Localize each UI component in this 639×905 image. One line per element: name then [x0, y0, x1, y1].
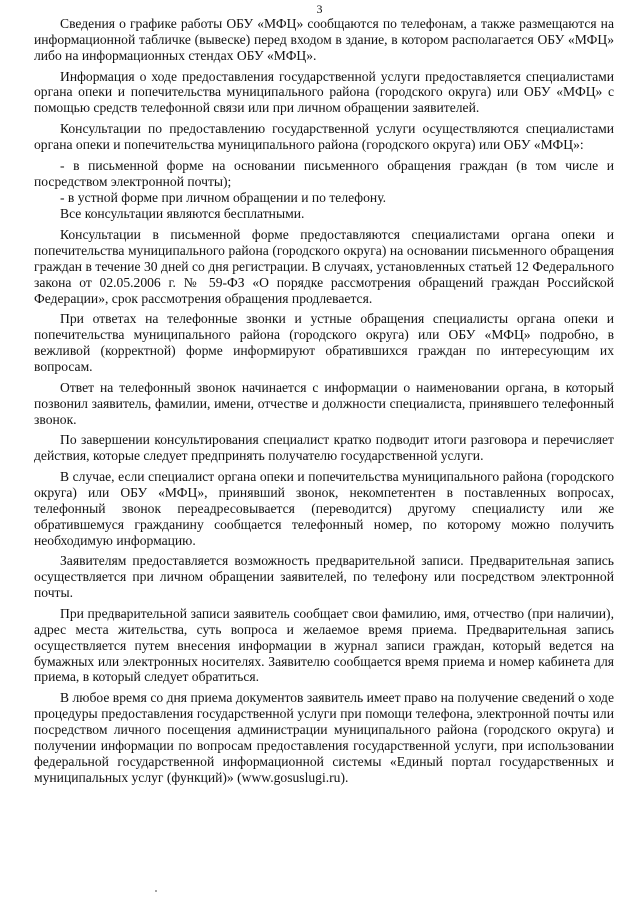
paragraph-status-inquiry: В любое время со дня приема документов заявитель имеет право на получение сведений о ходе процедуры предоставления государственной услуги при помощи телефона, электронной почты или посредством личного посещения администрации муниципального района (городского округа) и получении информации по вопросам предоставления государственной услуги, при использовании федеральной государственной информационной системы «Единый портал государственных и муниципальных услуг (функций)» (www.gosuslugi.ru). — [34, 690, 614, 785]
scan-speck — [155, 890, 157, 892]
paragraph-written-consultations: Консультации в письменной форме предоставляются специалистами органа опеки и попечительства муниципального района (городского округа) на основании письменного обращения граждан в течение 30 дней со дня регистрации. В случаях, установленных статьей 12 Федерального закона от 02.05.2006 г. № 59-ФЗ «О порядке рассмотрения обращений граждан Российской Федерации», срок рассмотрения обращения продлевается. — [34, 227, 614, 306]
document-body — [34, 16, 614, 790]
paragraph-consultations: Консультации по предоставлению государственной услуги осуществляются специалистами органа опеки и попечительства муниципального района (городского округа) или ОБУ «МФЦ»: — [34, 121, 614, 152]
list-item-written-form: - в письменной форме на основании письменного обращения граждан (в том числе и посредством электронной почты); — [34, 157, 614, 189]
paragraph-pre-registration: Заявителям предоставляется возможность предварительной записи. Предварительная запись осуществляется при личном обращении заявителей, по телефону или посредством электронной почты. — [34, 553, 614, 601]
paragraph-pre-registration-details: При предварительной записи заявитель сообщает свои фамилию, имя, отчество (при наличии), адрес места жительства, суть вопроса и желаемое время приема. Предварительная запись осуществляется путем внесения информации в журнал записи граждан, который ведется на бумажных или электронных носителях. Заявителю сообщается время приема и номер кабинета для приема, в который следует обратиться. — [34, 605, 614, 685]
paragraph-phone-answers: При ответах на телефонные звонки и устные обращения специалисты органа опеки и попечительства муниципального района (городского округа) или ОБУ «МФЦ» подробно, в вежливой (корректной) форме информируют обратившихся граждан по интересующим их вопросам. — [34, 311, 614, 375]
paragraph-progress-info: Информация о ходе предоставления государственной услуги предоставляется специалистами органа опеки и попечительства муниципального района (городского округа) или ОБУ «МФЦ» с помощью средств телефонной связи или при личном обращении заявителей. — [34, 68, 614, 116]
paragraph-schedule-info: Сведения о графике работы ОБУ «МФЦ» сообщаются по телефонам, а также размещаются на информационной табличке (вывеске) перед входом в здание, в котором располагается ОБУ «МФЦ» либо на информационных стендах ОБУ «МФЦ». — [34, 16, 614, 63]
list-item-oral-form: - в устной форме при личном обращении и по телефону. — [60, 189, 387, 205]
page-number: 3 — [316, 2, 323, 16]
paragraph-call-redirect: В случае, если специалист органа опеки и попечительства муниципального района (городского округа) или ОБУ «МФЦ», принявший звонок, некомпетентен в поставленных вопросах, телефонный звонок переадресовывается (переводится) другому специалисту или же обратившемуся гражданину сообщается телефонный номер, по которому можно получить необходимую информацию. — [34, 468, 614, 548]
paragraph-free-consultations: Все консультации являются бесплатными. — [60, 206, 305, 222]
paragraph-consultation-summary: По завершении консультирования специалист кратко подводит итоги разговора и перечисляет действия, которые следует предпринять получателю государственной услуги. — [34, 432, 614, 464]
paragraph-phone-greeting: Ответ на телефонный звонок начинается с информации о наименовании органа, в который позвонил заявитель, фамилии, имени, отчестве и должности специалиста, принявшего телефонный звонок. — [34, 379, 614, 427]
